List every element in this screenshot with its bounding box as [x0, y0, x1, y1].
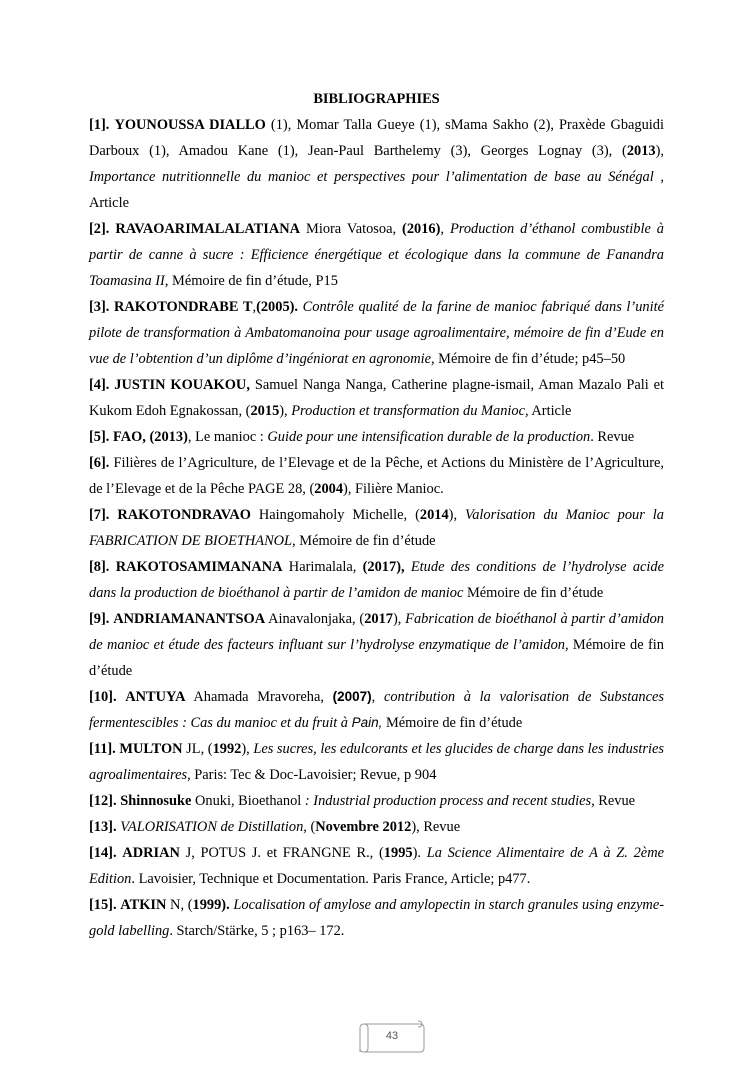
- reference-5: [89, 424, 664, 450]
- ref-year: (2017),: [362, 559, 405, 575]
- reference-4: [89, 372, 664, 424]
- ref-title: Production et transformation du Manioc,: [291, 403, 529, 419]
- ref-title: Les sucres, les edulcorants et les glucides de charge dans les industries agroalimentaires: [89, 741, 664, 783]
- ref-text: Miora Vatosoa,: [300, 221, 403, 237]
- ref-text: ), Filière Manioc.: [343, 481, 444, 497]
- ref-text: Filières de l’Agriculture, de l’Elevage et de la Pêche, et Actions du Ministère de l’Agriculture, de l’Elevage et de la Pêche PAGE 28, (: [89, 455, 664, 497]
- ref-year: 2013: [626, 143, 656, 159]
- ref-title: Etude des conditions de l’hydrolyse acide dans la production de bioéthanol à partir de l’amidon de manioc: [89, 559, 664, 601]
- ref-year: Novembre 2012: [315, 819, 412, 835]
- reference-14: [89, 840, 664, 892]
- reference-9: [89, 606, 664, 684]
- ref-text: , Mémoire de fin d’étude; p45–50: [430, 351, 626, 367]
- ref-author: RAKOTOSAMIMANANA: [115, 559, 283, 575]
- ref-number: [4].: [89, 377, 110, 393]
- ref-year: 2017: [364, 611, 393, 627]
- reference-13: [89, 814, 664, 840]
- page-title: BIBLIOGRAPHIES: [313, 91, 440, 107]
- ref-title: Contrôle qualité de la farine de manioc fabriqué dans l’unité pilote de transformation à Ambatomanoina pour usage agroalimentaire, mémoire de fin d’Eude en vue de l’obtention d’un diplôme d’ingéniorat en agronomie: [89, 299, 664, 367]
- ref-number: [13].: [89, 819, 117, 835]
- ref-text: Samuel Nanga Nanga, Catherine plagne-ismail, Aman Mazalo Pali et Kukom Edoh Egnakossan, (: [89, 377, 664, 419]
- ref-number: [7].: [89, 507, 110, 523]
- reference-8: [89, 554, 664, 606]
- bibliography-page: [89, 86, 664, 944]
- ref-title: : Industrial production process and recent studies,: [304, 793, 595, 809]
- reference-6: [89, 450, 664, 502]
- ref-year: 1995: [383, 845, 413, 861]
- ref-author: RAKOTONDRAVAO: [117, 507, 251, 523]
- ref-number: [14].: [89, 845, 117, 861]
- ref-year: 2004: [314, 481, 344, 497]
- page-number: 43: [385, 1030, 399, 1042]
- ref-text: N, (: [166, 897, 193, 913]
- ref-title: VALORISATION de Distillation: [120, 819, 304, 835]
- ref-text: ),: [241, 741, 254, 757]
- ref-year: 2014: [419, 507, 449, 523]
- ref-title: contribution à la valorisation de Substances fermentescibles : Cas du manioc et du fruit à: [89, 689, 664, 731]
- ref-text: ,: [371, 689, 384, 705]
- ref-author: ANDRIAMANANTSOA: [113, 611, 266, 627]
- ref-title: Localisation of amylose and amylopectin in starch granules using enzyme-gold labelling: [89, 897, 665, 939]
- reference-10: [89, 684, 664, 736]
- ref-title: Importance nutritionnelle du manioc et perspectives pour l’alimentation de base au Sénégal ,: [89, 169, 664, 185]
- ref-text: Article: [89, 195, 129, 211]
- ref-text: Mémoire de fin d’étude: [89, 637, 664, 679]
- reference-15: [89, 892, 664, 944]
- ref-author: FAO, (2013): [113, 429, 188, 445]
- ref-year: (2005).: [256, 299, 299, 315]
- reference-12: [89, 788, 664, 814]
- ref-year: 2015: [250, 403, 280, 419]
- ref-title: Production d’éthanol combustible à partir de canne à sucre : Efficience énergétique et écologique dans la commune de Fanandra Toamasina II: [89, 221, 664, 289]
- ref-author: JUSTIN KOUAKOU,: [114, 377, 250, 393]
- page-number-scroll: [358, 1019, 426, 1055]
- ref-year: 1999).: [192, 897, 230, 913]
- ref-text: Haingomaholy Michelle, (: [250, 507, 420, 523]
- ref-number: [12].: [89, 793, 117, 809]
- ref-author: ANTUYA: [125, 689, 186, 705]
- ref-number: [3].: [89, 299, 110, 315]
- ref-text: , Le manioc :: [187, 429, 268, 445]
- ref-author: RAVAOARIMALALATIANA: [115, 221, 301, 237]
- ref-text: , Paris: Tec & Doc-Lavoisier; Revue, p 904: [187, 767, 437, 783]
- ref-text: Onuki, Bioethanol: [191, 793, 305, 809]
- ref-number: [8].: [89, 559, 110, 575]
- ref-text: J, POTUS J. et FRANGNE R., (: [179, 845, 384, 861]
- ref-number: [10].: [89, 689, 117, 705]
- ref-text: (1), Momar Talla Gueye (1), sMama Sakho (2), Praxède Gbaguidi Darboux (1), Amadou Kane (1), Jean-Paul Barthelemy (3), Georges Lognay (3), (: [89, 117, 665, 159]
- ref-text: ), Revue: [411, 819, 461, 835]
- ref-text: JL, (: [182, 741, 213, 757]
- ref-title-tail: Pain,: [351, 715, 383, 730]
- ref-author: YOUNOUSSA DIALLO: [114, 117, 266, 133]
- ref-text: ),: [279, 403, 292, 419]
- ref-number: [6].: [89, 455, 110, 471]
- ref-author: ADRIAN: [122, 845, 180, 861]
- ref-year: (2016): [402, 221, 441, 237]
- ref-number: [9].: [89, 611, 110, 627]
- ref-year: (2007): [332, 689, 372, 704]
- reference-11: [89, 736, 664, 788]
- ref-number: [5].: [89, 429, 110, 445]
- ref-number: [2].: [89, 221, 110, 237]
- reference-1: [89, 112, 664, 216]
- reference-3: [89, 294, 664, 372]
- ref-text: ,: [252, 299, 257, 315]
- ref-text: ),: [448, 507, 466, 523]
- ref-text: ,: [440, 221, 450, 237]
- ref-author: MULTON: [119, 741, 183, 757]
- ref-text: Harimalala,: [282, 559, 363, 575]
- ref-title: Guide pour une intensification durable de la production: [267, 429, 591, 445]
- ref-title: Valorisation du Manioc pour la FABRICATION DE BIOETHANOL,: [89, 507, 664, 549]
- ref-text: . Starch/Stärke, 5 ; p163– 172.: [169, 923, 345, 939]
- ref-text: , Mémoire de fin d’étude, P15: [164, 273, 338, 289]
- ref-text: Mémoire de fin d’étude: [463, 585, 604, 601]
- ref-author: Shinnosuke: [120, 793, 192, 809]
- ref-text: Article: [528, 403, 572, 419]
- ref-text: Revue: [594, 793, 636, 809]
- ref-title: Fabrication de bioéthanol à partir d’amidon de manioc et étude des facteurs influant sur l’hydrolyse enzymatique de l’amidon,: [89, 611, 664, 653]
- ref-number: [11].: [89, 741, 116, 757]
- ref-text: , (: [303, 819, 316, 835]
- ref-text: . Lavoisier, Technique et Documentation. Paris France, Article; p477.: [131, 871, 531, 887]
- ref-text: . Revue: [590, 429, 635, 445]
- ref-text: Mémoire de fin d’étude: [295, 533, 436, 549]
- reference-7: [89, 502, 664, 554]
- ref-author: RAKOTONDRABE T: [114, 299, 253, 315]
- ref-text: ).: [412, 845, 427, 861]
- ref-text: ),: [392, 611, 406, 627]
- ref-text: Ainavalonjaka, (: [265, 611, 365, 627]
- ref-number: [1].: [89, 117, 110, 133]
- ref-text: Mémoire de fin d’étude: [382, 715, 523, 731]
- ref-title: La Science Alimentaire de A à Z. 2ème Edition: [89, 845, 664, 887]
- ref-text: Ahamada Mravoreha,: [185, 689, 333, 705]
- ref-author: ATKIN: [120, 897, 167, 913]
- ref-text: ),: [655, 143, 664, 159]
- ref-number: [15].: [89, 897, 117, 913]
- ref-year: 1992: [212, 741, 242, 757]
- reference-2: [89, 216, 664, 294]
